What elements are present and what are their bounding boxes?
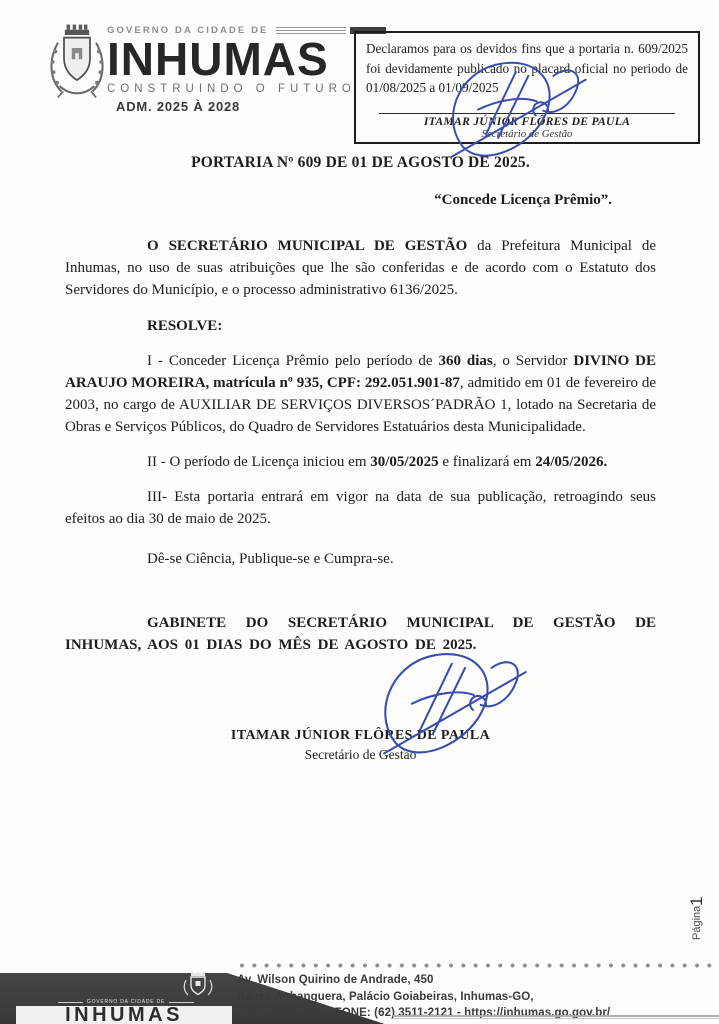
page-number: 1 xyxy=(687,896,706,906)
signatory-name: ITAMAR JÚNIOR FLÔRES DE PAULA xyxy=(230,728,491,743)
coat-of-arms-icon xyxy=(178,972,218,998)
item-2-text: II - O período de Licença iniciou em xyxy=(147,454,371,470)
item-2-text: e finalizará em xyxy=(438,454,536,470)
signatory-role: Secretário de Gestão xyxy=(304,747,417,762)
divider xyxy=(169,1002,194,1003)
footer-city-wordmark xyxy=(16,1006,232,1024)
closing-formula: Dê-se Ciência, Publique-se e Cumpra-se. xyxy=(147,551,394,567)
address-line: CEP: 75407-530 - FONE: (62) 3511-2121 - https://inhumas.go.gov.br/ xyxy=(237,1007,611,1019)
coat-of-arms-icon xyxy=(44,22,110,100)
item-1-text: , o Servidor xyxy=(492,353,574,369)
item-1-servant: DIVINO DE ARAUJO MOREIRA, matrícula nº 935, CPF: 292.051.901-87 xyxy=(65,353,656,391)
declaration-text: Declaramos para os devidos fins que a portaria n. 609/2025 foi devidamente publicado no placard oficial no periodo de 01/08/2025 a 01/09/2025 xyxy=(366,41,688,95)
resolve-label: RESOLVE: xyxy=(147,318,223,334)
item-2-start-date: 30/05/2025 xyxy=(370,454,439,470)
address-line: Bairro Anhanguera, Palácio Goiabeiras, Inhumas-GO, xyxy=(237,990,534,1003)
document-title: PORTARIA Nº 609 DE 01 DE AGOSTO DE 2025. xyxy=(191,154,530,171)
gov-label: GOVERNO DA CIDADE DE xyxy=(107,24,269,36)
cabinet-paragraph: GABINETE DO SECRETÁRIO MUNICIPAL DE GESTÃO DE INHUMAS, AOS 01 DIAS DO MÊS DE AGOSTO DE 2025. xyxy=(65,615,656,653)
item-2-end-date: 24/05/2026. xyxy=(535,454,608,470)
footer-gov-label: GOVERNO DA CIDADE DE xyxy=(86,999,166,1005)
page-word: Página xyxy=(691,905,703,940)
footer xyxy=(0,966,719,1024)
item-3-paragraph: III- Esta portaria entrará em vigor na data de sua publicação, retroagindo seus efeitos ao dia 30 de maio de 2025. xyxy=(65,489,656,527)
item-1-text: I - Conceder Licença Prêmio pelo período de xyxy=(147,353,439,369)
item-2-paragraph xyxy=(65,451,656,473)
document-body xyxy=(65,152,656,656)
footer-city-name: INHUMAS xyxy=(65,1004,183,1024)
item-1-days: 360 dias xyxy=(438,353,493,369)
city-logo xyxy=(107,24,386,114)
page-number-label xyxy=(678,858,716,940)
item-1-paragraph xyxy=(65,350,656,438)
handwritten-signature xyxy=(372,648,534,756)
city-slogan: CONSTRUINDO O FUTURO xyxy=(107,83,356,95)
footer-rule xyxy=(393,1015,719,1019)
city-name: INHUMAS xyxy=(107,33,329,85)
item-1-text: , admitido em 01 de fevereiro de 2003, no cargo de AUXILIAR DE SERVIÇOS DIVERSOS´PADRÃO 1, lotado na Secretaria de Obras e Serviços Públicos, do Quadro de Servidores Estatuários desta Municipalidade. xyxy=(65,375,656,435)
declaration-signatory-name: ITAMAR JÚNIOR FLÔRES DE PAULA xyxy=(423,114,631,128)
divider xyxy=(58,1002,83,1003)
preamble-bold: O SECRETÁRIO MUNICIPAL DE GESTÃO xyxy=(147,238,468,254)
address-line: Av. Wilson Quirino de Andrade, 450 xyxy=(237,974,434,986)
document-subject: “Concede Licença Prêmio”. xyxy=(434,192,612,208)
publication-declaration-box xyxy=(354,31,700,144)
preamble-paragraph xyxy=(65,235,656,301)
administration-period: ADM. 2025 À 2028 xyxy=(116,99,241,114)
declaration-signatory-role: Secretário de Gestão xyxy=(481,127,573,140)
handwritten-signature xyxy=(444,57,590,159)
preamble-rest: da Prefeitura Municipal de Inhumas, no uso de suas atribuições que lhe são conferidas e de acordo com o Estatuto dos Servidores do Município, e o processo administrativo 6136/2025. xyxy=(65,238,656,298)
